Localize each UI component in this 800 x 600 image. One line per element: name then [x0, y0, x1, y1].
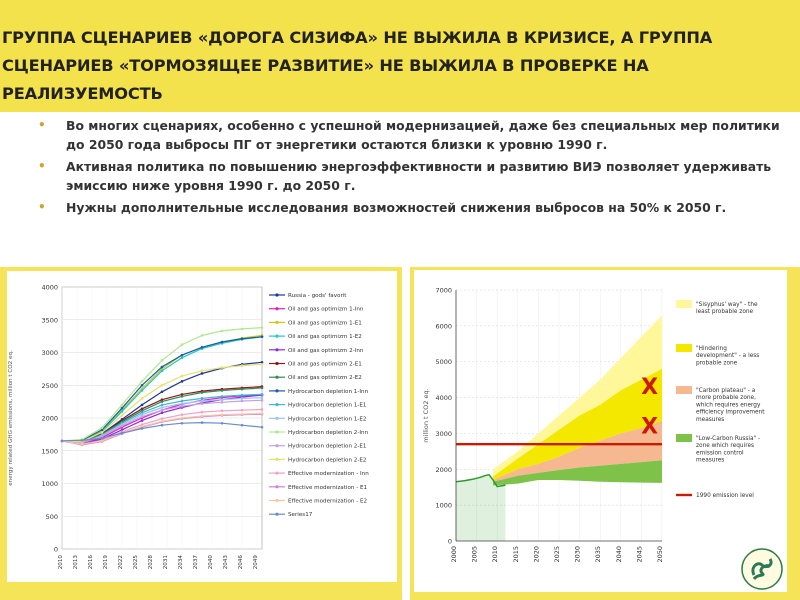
data-point [181, 402, 184, 405]
data-point [161, 417, 164, 420]
data-point [181, 375, 184, 378]
x-tick-label: 2025 [133, 555, 139, 570]
legend-label: Effective modernization - E1 [288, 484, 368, 491]
legend-marker [275, 389, 278, 392]
data-point [121, 407, 124, 410]
data-point [161, 359, 164, 362]
legend-marker [275, 513, 278, 516]
x-tick-label: 2049 [253, 555, 259, 570]
data-point [81, 439, 84, 442]
legend-marker [275, 335, 278, 338]
legend-label: Series17 [288, 512, 313, 519]
legend-label: "Carbon plateau" - a more probable zone, which requires energy efficiency improvement measures [696, 388, 765, 423]
scenario-lines-chart [7, 271, 397, 582]
legend-label: Hydrocarbon depletion 2-E1 [288, 443, 367, 450]
x-tick-label: 2005 [470, 546, 479, 563]
data-point [181, 405, 184, 408]
x-tick-label: 2040 [208, 555, 214, 570]
data-point [261, 335, 264, 338]
data-point [161, 370, 164, 373]
y-axis-label: million t CO2 eq. [422, 388, 430, 443]
y-tick-label: 0 [447, 537, 452, 546]
data-point [221, 366, 224, 369]
data-point [241, 328, 244, 331]
legend-marker [275, 499, 278, 502]
x-tick-label: 2010 [58, 555, 64, 570]
data-point [141, 419, 144, 422]
data-point [161, 400, 164, 403]
legend-marker [275, 417, 278, 420]
data-point [261, 396, 264, 399]
data-point [181, 413, 184, 416]
x-tick-label: 2022 [118, 555, 124, 570]
data-point [241, 394, 244, 397]
legend-marker [275, 485, 278, 488]
data-point [201, 334, 204, 337]
data-point [61, 440, 64, 443]
data-point [241, 364, 244, 367]
legend-label: Oil and gas optimizm 1-E2 [288, 334, 362, 341]
legend-marker [275, 444, 278, 447]
data-point [101, 437, 104, 440]
data-point [221, 401, 224, 404]
legend-marker [275, 348, 278, 351]
y-tick-label: 2500 [41, 381, 58, 390]
data-point [121, 425, 124, 428]
legend-label: Hydrocarbon depletion 2-Inn [288, 430, 369, 436]
legend-label: Hydrocarbon depletion 2-E2 [288, 457, 367, 464]
legend-swatch [676, 386, 692, 394]
data-point [101, 427, 104, 430]
data-point [201, 411, 204, 414]
legend-marker [275, 293, 278, 296]
data-point [161, 406, 164, 409]
x-tick-label: 2028 [148, 555, 154, 570]
y-tick-label: 3000 [41, 349, 58, 357]
legend-label: Effective modernization - E2 [288, 498, 368, 505]
x-tick-label: 2037 [193, 555, 199, 570]
legend-swatch [676, 434, 692, 442]
legend-label: Oil and gas optimizm 2-E2 [288, 375, 362, 382]
data-point [241, 400, 244, 403]
bullet-item: • Активная политика по повышению энергоэффективности и развитию ВИЭ позволяет удерживать эмиссию ниже уровня 1990 г. до 2050 г. [30, 157, 790, 195]
data-point [141, 384, 144, 387]
y-tick-label: 5000 [435, 358, 452, 367]
data-point [241, 424, 244, 427]
legend-label: Hydrocarbon depletion 1-Inn [288, 388, 369, 395]
x-tick-label: 2050 [656, 546, 664, 563]
organization-logo [740, 547, 784, 591]
y-tick-label: 500 [45, 512, 58, 521]
legend-marker [275, 472, 278, 475]
y-tick-label: 4000 [435, 394, 452, 403]
x-tick-label: 2019 [103, 555, 109, 570]
legend-label: "Sisyphus' way" - the least probable zone [696, 302, 758, 316]
cross-mark: X [641, 374, 659, 400]
data-point [161, 391, 164, 394]
data-point [221, 409, 224, 412]
y-tick-label: 7000 [435, 286, 452, 295]
data-point [181, 343, 184, 346]
data-point [101, 431, 104, 434]
data-point [221, 398, 224, 401]
data-point [121, 404, 124, 407]
y-tick-label: 3500 [41, 316, 58, 325]
data-point [201, 397, 204, 400]
data-point [221, 389, 224, 392]
data-point [201, 421, 204, 424]
legend-label: Oil and gas optimizm 1-Inn [288, 306, 364, 313]
data-point [161, 404, 164, 407]
data-point [261, 363, 264, 366]
data-point [201, 400, 204, 403]
legend-label: Hydrocarbon depletion 1-E2 [288, 416, 367, 423]
data-point [81, 443, 84, 446]
data-point [261, 387, 264, 390]
data-point [221, 341, 224, 344]
data-point [121, 414, 124, 417]
x-tick-label: 2046 [238, 555, 244, 570]
legend-label: Oil and gas optimizm 2-Inn [288, 347, 364, 354]
legend-marker [275, 376, 278, 379]
data-point [181, 356, 184, 359]
data-point [121, 410, 124, 413]
data-point [241, 409, 244, 412]
data-point [221, 413, 224, 416]
y-tick-label: 2000 [41, 414, 58, 423]
x-tick-label: 2030 [573, 546, 582, 563]
bullet-list [30, 116, 790, 220]
x-tick-label: 2020 [532, 546, 541, 563]
legend-marker [275, 321, 278, 324]
data-point [141, 415, 144, 418]
data-point [241, 413, 244, 416]
legend-label: "Low-Carbon Russia" -zone which requires emission control measures [696, 436, 761, 464]
y-tick-label: 2000 [435, 465, 452, 474]
legend-label: Oil and gas optimizm 1-E1 [288, 320, 362, 327]
data-point [241, 337, 244, 340]
legend-marker [275, 362, 278, 365]
zones-area-chart [414, 270, 787, 592]
data-point [181, 395, 184, 398]
data-point [161, 424, 164, 427]
zones-area-svg [414, 270, 787, 592]
legend-label: Effective modernization - Inn [288, 471, 369, 478]
data-point [141, 427, 144, 430]
x-tick-label: 2043 [223, 555, 229, 570]
legend-label: Russia - gods' favorit [288, 293, 347, 299]
legend-label: Oil and gas optimizm 2-E1 [288, 361, 362, 368]
legend-marker [275, 403, 278, 406]
slide-title: ГРУППА СЦЕНАРИЕВ «ДОРОГА СИЗИФА» НЕ ВЫЖИЛА В КРИЗИСЕ, А ГРУППА СЦЕНАРИЕВ «ТОРМОЗЯЩЕЕ РАЗВИТИЕ» НЕ ВЫЖИЛА В ПРОВЕРКЕ НА РЕАЛИЗУЕМОСТЬ [2, 28, 713, 103]
legend-swatch [676, 300, 692, 308]
data-point [141, 389, 144, 392]
y-tick-label: 6000 [435, 322, 452, 331]
legend-label: 1990 emission level [696, 493, 754, 499]
data-point [201, 415, 204, 418]
legend-marker [275, 430, 278, 433]
data-point [201, 346, 204, 349]
y-axis-label: energy related GHG emissions, million t CO2 eq. [8, 350, 14, 486]
data-point [121, 432, 124, 435]
y-tick-label: 4000 [41, 283, 58, 292]
scenario-lines-svg [7, 271, 397, 582]
data-point [141, 380, 144, 383]
x-tick-label: 2045 [635, 546, 644, 563]
y-tick-label: 1000 [41, 480, 58, 488]
data-point [181, 400, 184, 403]
data-point [221, 422, 224, 425]
data-point [201, 391, 204, 394]
data-point [161, 384, 164, 387]
data-point [201, 402, 204, 405]
x-tick-label: 2016 [88, 555, 94, 570]
x-tick-label: 2034 [178, 555, 184, 570]
data-point [181, 417, 184, 420]
data-point [161, 411, 164, 414]
data-point [181, 354, 184, 357]
data-point [261, 393, 264, 396]
data-point [181, 380, 184, 383]
x-tick-label: 2035 [594, 546, 603, 563]
data-point [241, 397, 244, 400]
data-point [261, 399, 264, 402]
y-tick-label: 3000 [435, 429, 452, 438]
logo-icon [740, 547, 784, 591]
data-point [101, 440, 104, 443]
data-point [261, 408, 264, 411]
data-point [181, 422, 184, 425]
data-point [241, 388, 244, 391]
legend-label: Hydrocarbon depletion 1-E1 [288, 402, 367, 409]
data-point [201, 372, 204, 375]
y-tick-label: 0 [53, 545, 58, 554]
x-tick-label: 2000 [450, 546, 458, 563]
data-point [161, 366, 164, 369]
legend-label: "Hindering development" - a less probable zone [696, 346, 760, 367]
legend-swatch [676, 344, 692, 352]
legend-marker [275, 458, 278, 461]
data-point [161, 420, 164, 423]
data-point [161, 409, 164, 412]
data-point [201, 370, 204, 373]
x-tick-label: 2013 [73, 555, 79, 570]
data-point [141, 404, 144, 407]
data-point [221, 330, 224, 333]
bullet-item: • Нужны дополнительные исследования возможностей снижения выбросов на 50% к 2050 г. [30, 198, 790, 217]
data-point [221, 395, 224, 398]
x-tick-label: 2040 [614, 546, 623, 563]
data-point [261, 426, 264, 429]
x-tick-label: 2031 [163, 555, 169, 570]
y-tick-label: 1500 [41, 447, 58, 456]
data-point [141, 397, 144, 400]
y-tick-label: 1000 [435, 501, 452, 510]
bullet-item: • Во многих сценариях, особенно с успешной модернизацией, даже без специальных мер политики до 2050 года выбросы ПГ от энергетики остаются близки к уровню 1990 г. [30, 116, 790, 154]
cross-mark: X [641, 414, 659, 440]
x-tick-label: 2025 [553, 546, 561, 563]
x-tick-label: 2015 [511, 546, 520, 563]
legend-marker [275, 307, 278, 310]
data-point [261, 326, 264, 329]
x-tick-label: 2010 [491, 546, 500, 563]
data-point [261, 412, 264, 415]
